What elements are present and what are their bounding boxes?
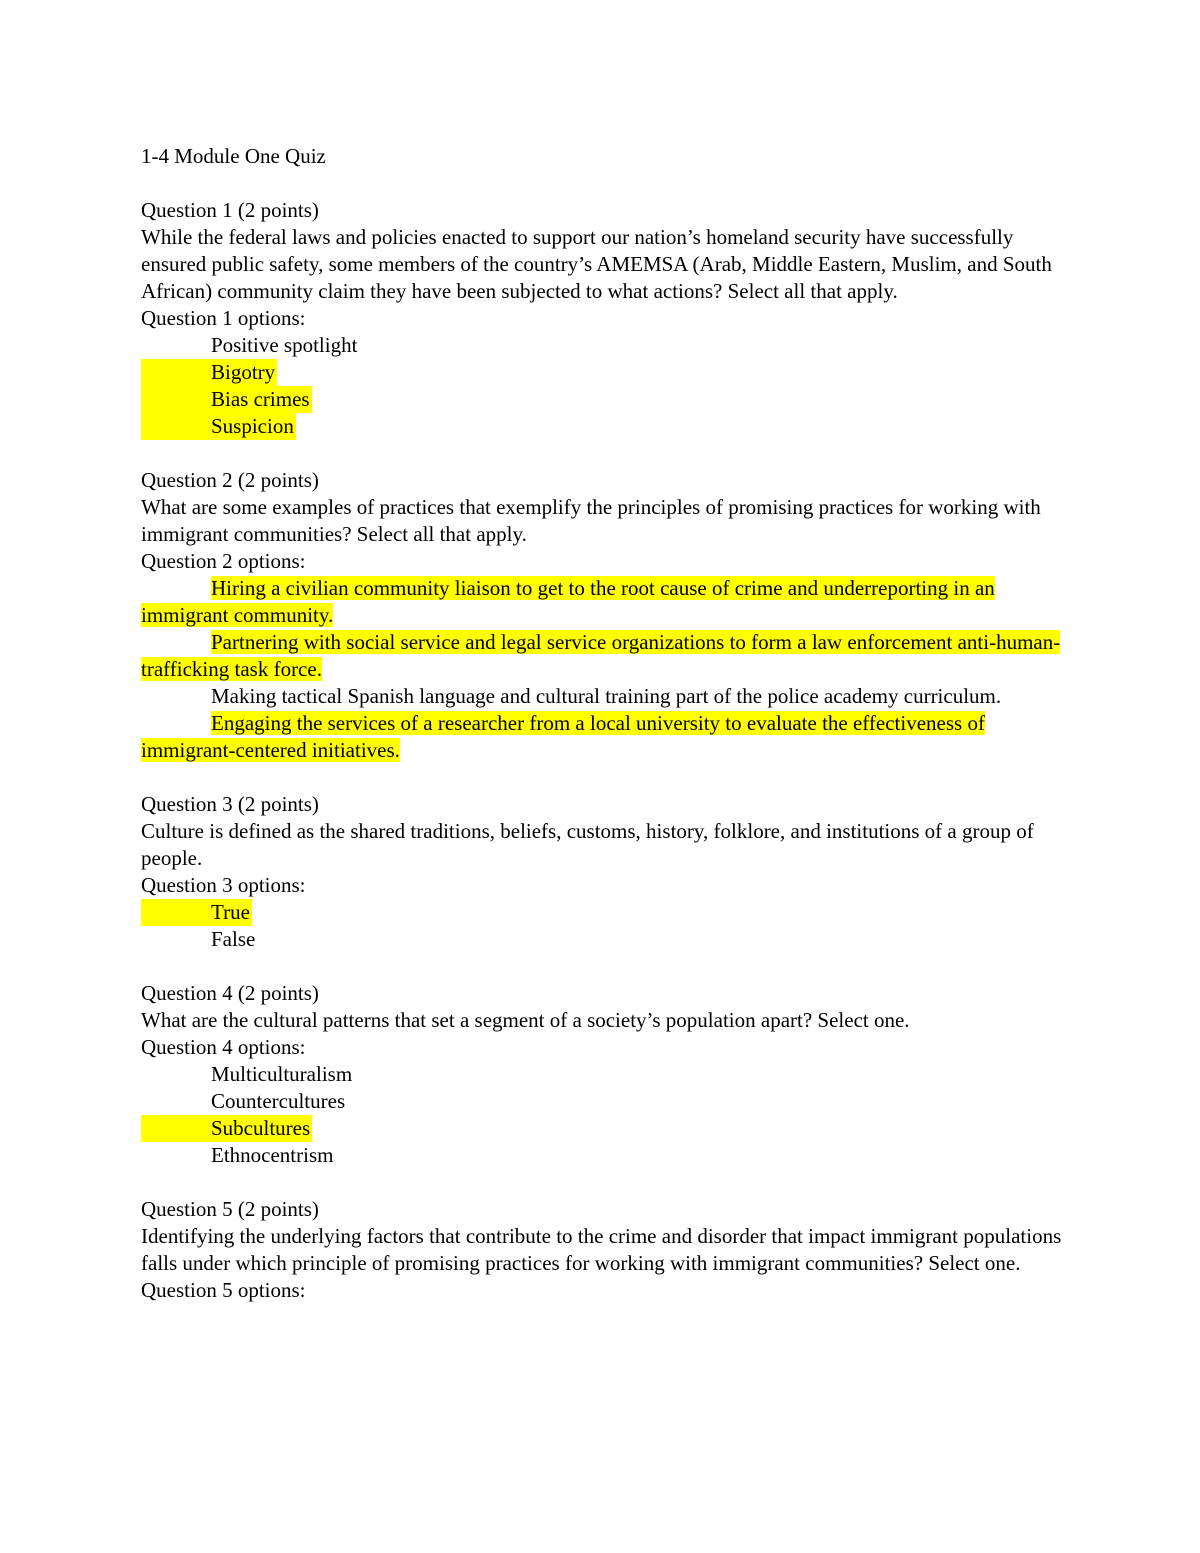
- option-suspicion: Suspicion: [141, 413, 296, 440]
- question-3: [141, 791, 1071, 953]
- question-text: While the federal laws and policies enacted to support our nation’s homeland security have successfully ensured public safety, some members of the country’s AMEMSA (Arab, Middle Eastern, Muslim, and South African) community claim they have been subjected to what actions? Select all that apply.: [141, 225, 1052, 303]
- option-university-researcher: Engaging the services of a researcher from a local university to evaluate the effectiveness of immigrant-centered initiatives.: [141, 711, 985, 762]
- question-heading: Question 1 (2 points): [141, 198, 319, 222]
- options-label: Question 4 options:: [141, 1035, 306, 1059]
- question-heading: Question 2 (2 points): [141, 468, 319, 492]
- question-heading: Question 3 (2 points): [141, 792, 319, 816]
- option-false: False: [211, 927, 256, 951]
- question-5: [141, 1196, 1071, 1304]
- question-text: What are the cultural patterns that set a segment of a society’s population apart? Select one.: [141, 1008, 910, 1032]
- option-true: True: [141, 899, 252, 926]
- question-4: [141, 980, 1071, 1169]
- options-label: Question 3 options:: [141, 873, 306, 897]
- option-positive-spotlight: Positive spotlight: [211, 333, 358, 357]
- option-spanish-training: Making tactical Spanish language and cultural training part of the police academy curriculum.: [211, 684, 1002, 708]
- quiz-title: 1-4 Module One Quiz: [141, 144, 326, 168]
- options-label: Question 2 options:: [141, 549, 306, 573]
- options-list: [141, 332, 1071, 440]
- document-page: [141, 143, 1071, 1331]
- option-anti-trafficking-task-force: Partnering with social service and legal service organizations to form a law enforcement anti-human-trafficking task force.: [141, 630, 1061, 681]
- question-heading: Question 5 (2 points): [141, 1197, 319, 1221]
- option-multiculturalism: Multiculturalism: [211, 1062, 353, 1086]
- question-2: [141, 467, 1071, 764]
- option-bigotry: Bigotry: [141, 359, 277, 386]
- option-civilian-liaison: Hiring a civilian community liaison to get to the root cause of crime and underreporting in an immigrant community.: [141, 576, 995, 627]
- question-text: Identifying the underlying factors that contribute to the crime and disorder that impact immigrant populations falls under which principle of promising practices for working with immigrant communities? Select one.: [141, 1224, 1062, 1275]
- options-label: Question 1 options:: [141, 306, 306, 330]
- options-list: [141, 575, 1071, 764]
- question-text: Culture is defined as the shared traditions, beliefs, customs, history, folklore, and institutions of a group of people.: [141, 819, 1034, 870]
- question-1: [141, 197, 1071, 440]
- option-ethnocentrism: Ethnocentrism: [211, 1143, 334, 1167]
- options-label: Question 5 options:: [141, 1278, 306, 1302]
- option-bias-crimes: Bias crimes: [141, 386, 312, 413]
- option-subcultures: Subcultures: [141, 1115, 312, 1142]
- question-heading: Question 4 (2 points): [141, 981, 319, 1005]
- options-list: [141, 1061, 1071, 1169]
- option-countercultures: Countercultures: [211, 1089, 346, 1113]
- question-text: What are some examples of practices that exemplify the principles of promising practices for working with immigrant communities? Select all that apply.: [141, 495, 1041, 546]
- options-list: [141, 899, 1071, 953]
